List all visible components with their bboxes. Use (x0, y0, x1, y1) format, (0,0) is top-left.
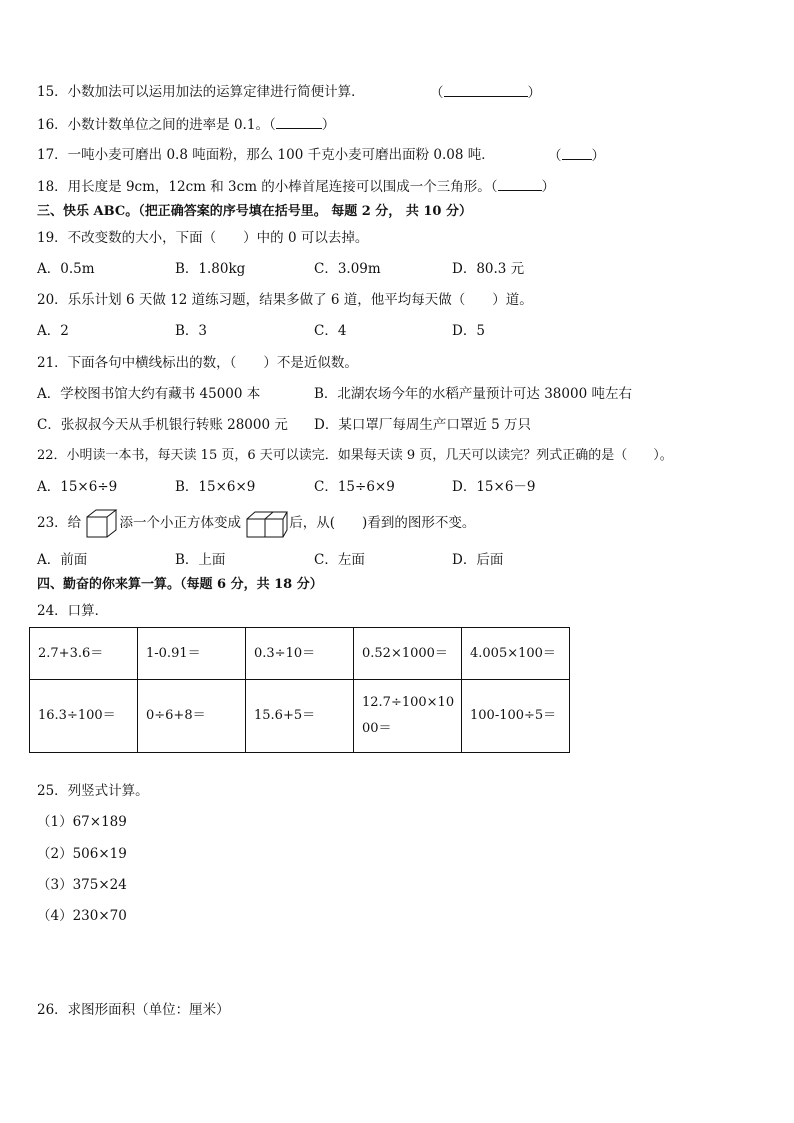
table-cell: 100-100÷5＝ (462, 680, 570, 753)
question-17-text: 17．一吨小麦可磨出 0.8 吨面粉，那么 100 千克小麦可磨出面粉 0.08 吨． (37, 147, 495, 163)
table-cell: 2.7+3.6＝ (30, 628, 138, 680)
option-a[interactable]: A．2 (37, 323, 69, 339)
answer-blank[interactable] (562, 146, 592, 160)
question-21-text: 21．下面各句中横线标出的数，（ ）不是近似数。 (37, 355, 358, 371)
mental-math-table (29, 627, 570, 753)
question-26-title: 26．求图形面积（单位：厘米） (37, 1002, 230, 1018)
section-3-heading: 三、快乐 ABC。（把正确答案的序号填在括号里。 每题 2 分， 共 10 分） (37, 204, 472, 219)
option-a[interactable]: A．学校图书馆大约有藏书 45000 本 (37, 386, 261, 402)
question-21-options-row2 (37, 416, 737, 434)
option-b[interactable]: B．1.80kg (175, 261, 246, 277)
question-15-answer[interactable]: （ ） (430, 85, 541, 101)
single-cube-icon (85, 507, 119, 541)
option-a[interactable]: A．前面 (37, 552, 88, 568)
question-18: 18．用长度是 9cm，12cm 和 3cm 的小棒首尾连接可以围成一个三角形。（ ） (37, 179, 556, 195)
table-cell: 0.3÷10＝ (246, 628, 354, 680)
option-c[interactable]: C．左面 (314, 552, 365, 568)
question-25-title: 25．列竖式计算。 (37, 783, 149, 799)
question-21-options-row1 (37, 385, 737, 403)
double-cube-icon (245, 507, 289, 541)
option-c[interactable]: C．15÷6×9 (314, 479, 395, 495)
question-16: 16．小数计数单位之间的进率是 0.1。（ ） (37, 117, 336, 133)
option-b[interactable]: B．北湖农场今年的水稻产量预计可达 38000 吨左右 (314, 386, 632, 402)
question-22-options (37, 478, 737, 496)
question-19-text: 19．不改变数的大小，下面（ ）中的 0 可以去掉。 (37, 230, 369, 246)
question-17-answer[interactable]: （ ） (548, 148, 605, 164)
option-c[interactable]: C．3.09m (314, 261, 381, 277)
question-23-options (37, 551, 737, 569)
question-22-text: 22．小明读一本书，每天读 15 页，6 天可以读完．如果每天读 9 页，几天可以读完？列式正确的是（ ）。 (37, 448, 673, 463)
question-16-text: 16．小数计数单位之间的进率是 0.1。 (37, 117, 269, 133)
table-cell: 0.52×1000＝ (354, 628, 462, 680)
question-18-text: 18．用长度是 9cm，12cm 和 3cm 的小棒首尾连接可以围成一个三角形。 (37, 179, 491, 195)
option-d[interactable]: D．后面 (452, 552, 504, 568)
list-item: （2）506×19 (37, 846, 127, 862)
question-23-middle: 添一个小正方体变成 (119, 515, 241, 531)
option-a[interactable]: A．15×6÷9 (37, 479, 118, 495)
table-cell: 12.7÷100×1000＝ (354, 680, 462, 753)
section-4-heading: 四、勤奋的你来算一算。（每题 6 分，共 18 分） (37, 577, 323, 592)
option-b[interactable]: B．3 (175, 323, 208, 339)
list-item: （1）67×189 (37, 814, 127, 830)
question-23 (37, 505, 475, 541)
option-d[interactable]: D．80.3 元 (452, 261, 525, 277)
question-20-text: 20．乐乐计划 6 天做 12 道练习题，结果多做了 6 道，他平均每天做（ ）道。 (37, 292, 533, 308)
question-17 (37, 146, 495, 164)
list-item: （4）230×70 (37, 908, 127, 924)
option-d[interactable]: D．15×6－9 (452, 479, 536, 495)
question-19-options (37, 260, 737, 278)
table-cell: 15.6+5＝ (246, 680, 354, 753)
option-d[interactable]: D．5 (452, 323, 485, 339)
question-24-title: 24．口算． (37, 603, 109, 619)
question-23-prefix: 23．给 (37, 515, 82, 531)
option-c[interactable]: C．4 (314, 323, 347, 339)
table-row (30, 628, 570, 680)
answer-blank[interactable] (498, 177, 542, 191)
table-cell: 16.3÷100＝ (30, 680, 138, 753)
table-row (30, 680, 570, 753)
option-a[interactable]: A．0.5m (37, 261, 95, 277)
question-20-options (37, 322, 737, 340)
table-cell: 1-0.91＝ (138, 628, 246, 680)
answer-blank[interactable] (444, 83, 528, 97)
option-b[interactable]: B．15×6×9 (175, 479, 256, 495)
table-cell: 4.005×100＝ (462, 628, 570, 680)
table-cell: 0÷6+8＝ (138, 680, 246, 753)
option-c[interactable]: C．张叔叔今天从手机银行转账 28000 元 (37, 417, 288, 433)
option-b[interactable]: B．上面 (175, 552, 226, 568)
list-item: （3）375×24 (37, 877, 127, 893)
question-15-text: 15．小数加法可以运用加法的运算定律进行简便计算． (37, 84, 365, 100)
option-d[interactable]: D．某口罩厂每周生产口罩近 5 万只 (314, 417, 531, 433)
answer-blank[interactable] (276, 115, 322, 129)
question-15 (37, 83, 365, 101)
question-23-suffix: 后，从( )看到的图形不变。 (289, 515, 476, 531)
